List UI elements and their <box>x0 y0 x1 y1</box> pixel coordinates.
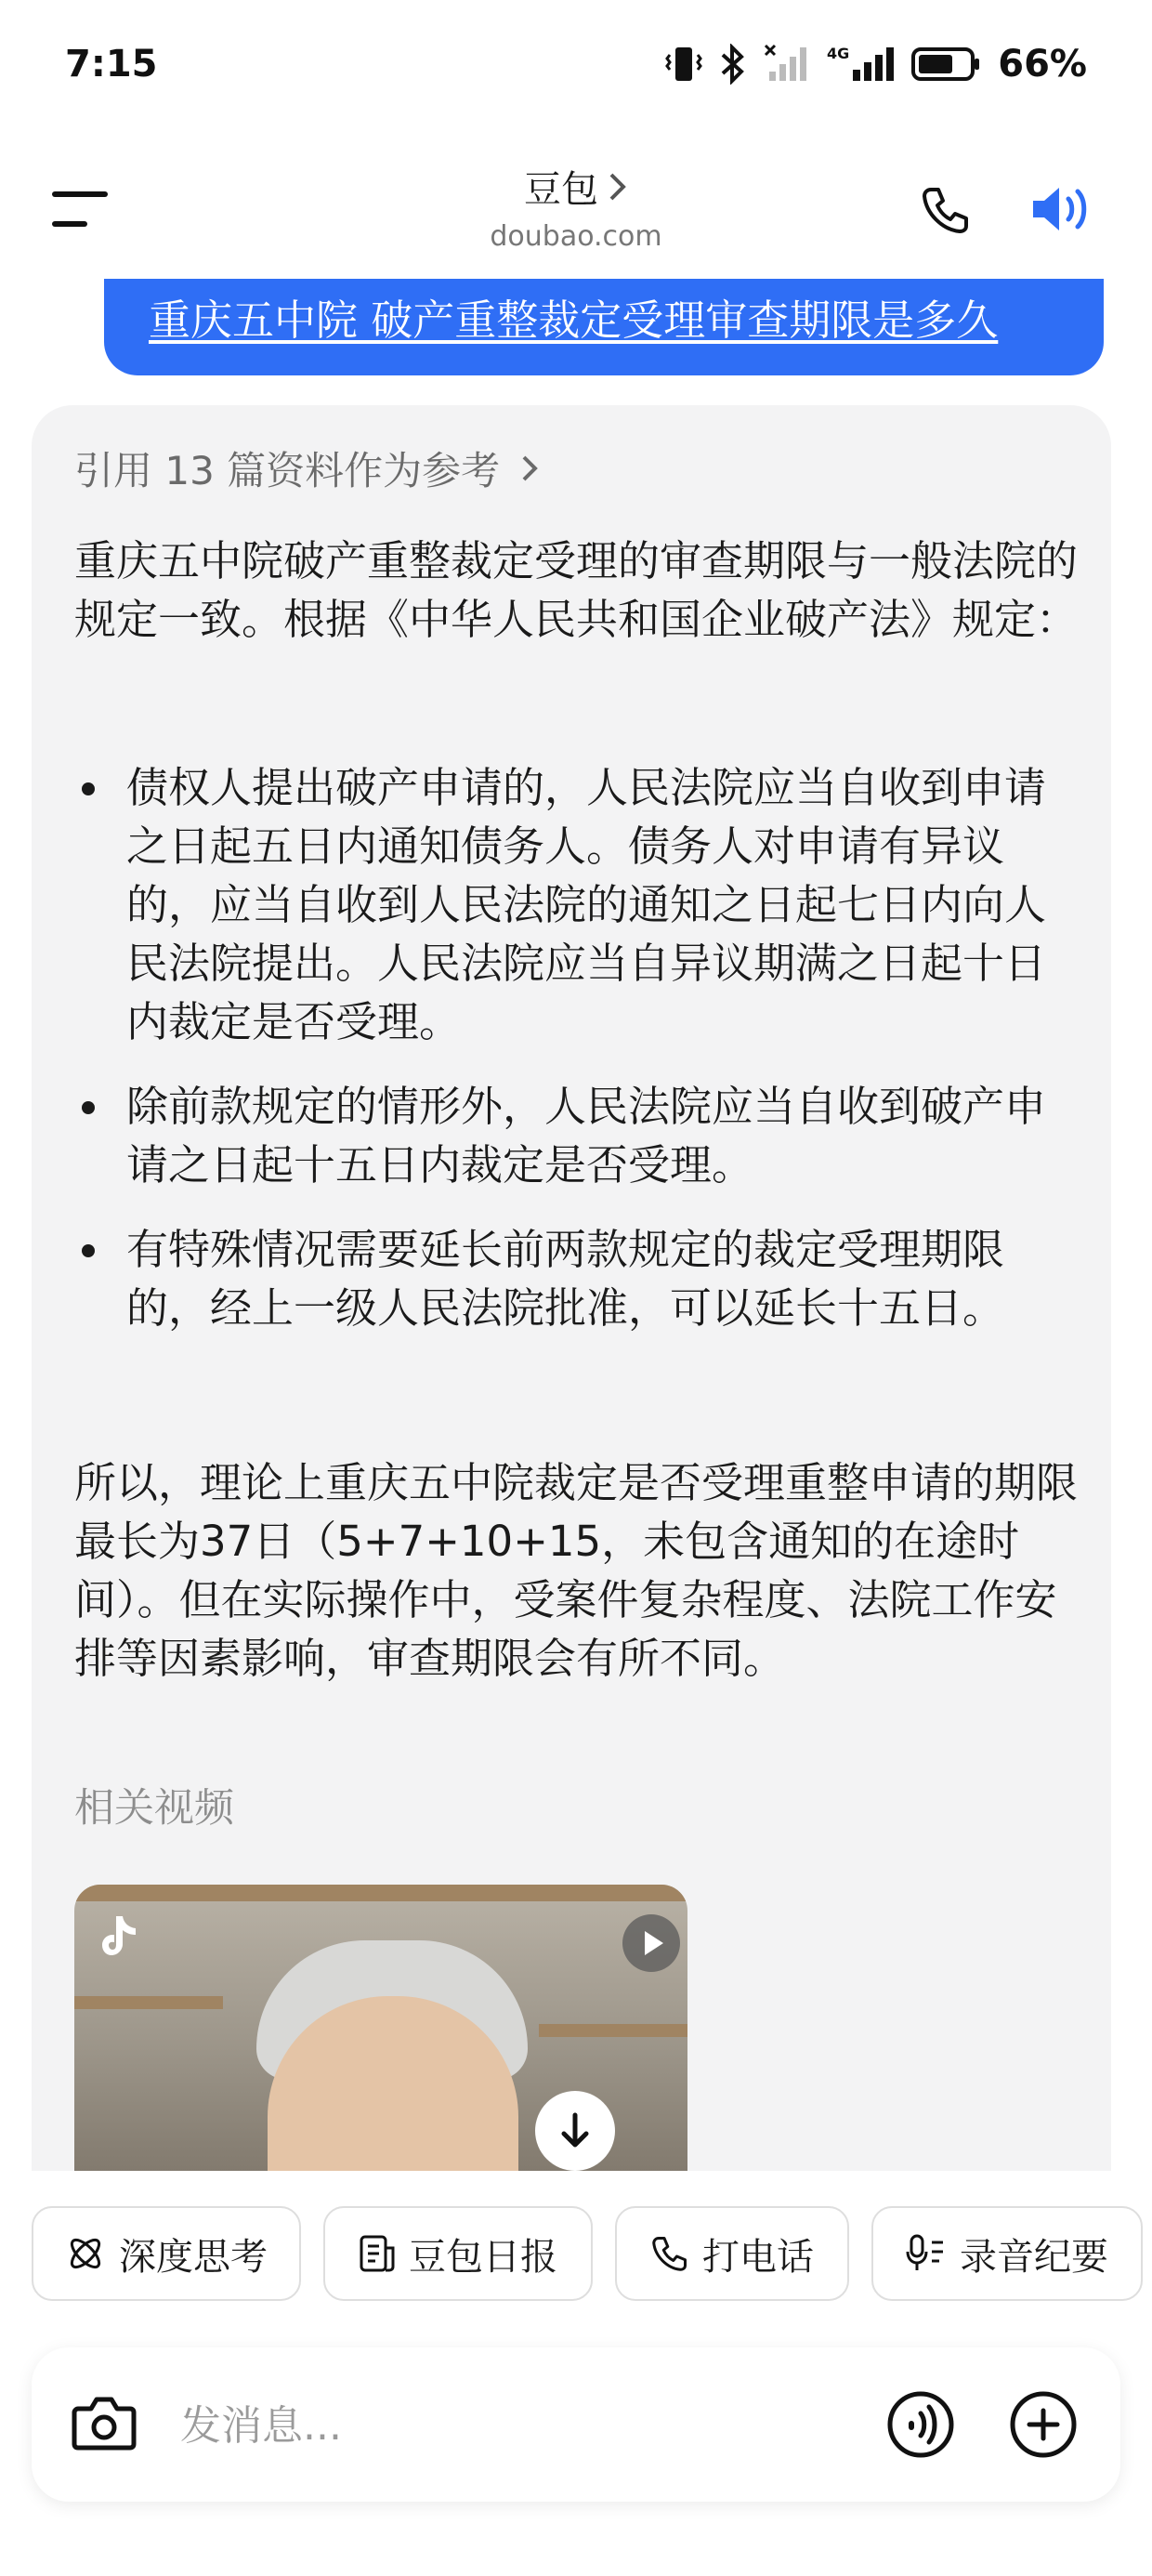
reference-link[interactable] <box>74 440 539 496</box>
bot-domain: doubao.com <box>490 220 662 253</box>
camera-icon[interactable] <box>71 2392 137 2453</box>
signal-4g-icon <box>825 44 894 85</box>
arrow-down-icon <box>535 2091 615 2171</box>
bottom-panel <box>0 2171 1152 2576</box>
daily-news-button[interactable] <box>323 2206 593 2301</box>
newspaper-icon <box>359 2233 396 2274</box>
related-videos-title: 相关视频 <box>74 1785 234 1832</box>
list-item: 债权人提出破产申请的，人民法院应当自收到申请之日起五日内通知债务人。债务人对申请有异议的，应当自收到人民法院的通知之日起七日内向人民法院提出。人民法院应当自异议期满之日起十日内裁定是否受理。 <box>74 758 1078 1051</box>
scroll-down-button[interactable] <box>535 2091 615 2171</box>
status-time: 7:15 <box>65 43 158 85</box>
voice-input-icon[interactable] <box>886 2390 955 2459</box>
answer-card <box>32 405 1111 2171</box>
bluetooth-icon <box>719 44 747 85</box>
message-input-bar <box>32 2347 1120 2502</box>
answer-intro: 重庆五中院破产重整裁定受理的审查期限与一般法院的规定一致。根据《中华人民共和国企业破产法》规定： <box>74 536 1079 644</box>
bot-name: 豆包 <box>524 168 598 211</box>
list-item: 除前款规定的情形外，人民法院应当自收到破产申请之日起十五日内裁定是否受理。 <box>74 1077 1078 1194</box>
vibrate-icon <box>665 44 702 85</box>
speaker-icon[interactable] <box>1029 180 1094 238</box>
phone-call-icon[interactable] <box>920 184 972 236</box>
user-message-bubble[interactable] <box>104 279 1104 375</box>
video-thumbnail[interactable] <box>74 1885 687 2173</box>
user-message-text: 重庆五中院 破产重整裁定受理审查期限是多久 <box>149 296 999 345</box>
recording-notes-button[interactable] <box>871 2206 1143 2301</box>
answer-conclusion: 所以，理论上重庆五中院裁定是否受理重整申请的期限最长为37日（5+7+10+15，未包含通知的在途时间）。但在实际操作中，受案件复杂程度、法院工作安排等因素影响，审查期限会有所不同。 <box>74 1458 1079 1683</box>
status-icons <box>665 43 1087 85</box>
daily-news-label: 豆包日报 <box>409 2235 557 2279</box>
chevron-right-icon <box>608 171 628 203</box>
recording-notes-label: 录音纪要 <box>960 2235 1108 2279</box>
list-item: 有特殊情况需要延长前两款规定的裁定受理期限的，经上一级人民法院批准，可以延长十五日。 <box>74 1220 1078 1337</box>
answer-bullet-list <box>74 758 1078 1363</box>
call-button[interactable] <box>615 2206 849 2301</box>
chat-title[interactable] <box>0 160 1152 253</box>
chevron-right-icon <box>520 453 539 483</box>
deep-think-label: 深度思考 <box>119 2235 268 2279</box>
atom-icon <box>65 2233 106 2274</box>
status-bar <box>0 0 1152 139</box>
play-icon[interactable] <box>622 1914 680 1972</box>
battery-icon <box>910 44 981 85</box>
signal-icon <box>764 44 808 85</box>
tiktok-icon <box>100 1912 143 1961</box>
phone-icon <box>650 2234 689 2273</box>
message-input[interactable] <box>178 2385 851 2466</box>
app-header <box>0 149 1152 269</box>
reference-text: 引用 13 篇资料作为参考 <box>74 448 501 493</box>
battery-percentage: 66% <box>998 43 1087 85</box>
plus-icon[interactable] <box>1009 2390 1078 2459</box>
svg-text:4G: 4G <box>827 45 850 62</box>
microphone-icon <box>906 2233 947 2274</box>
call-label: 打电话 <box>702 2235 814 2279</box>
deep-think-button[interactable] <box>32 2206 301 2301</box>
